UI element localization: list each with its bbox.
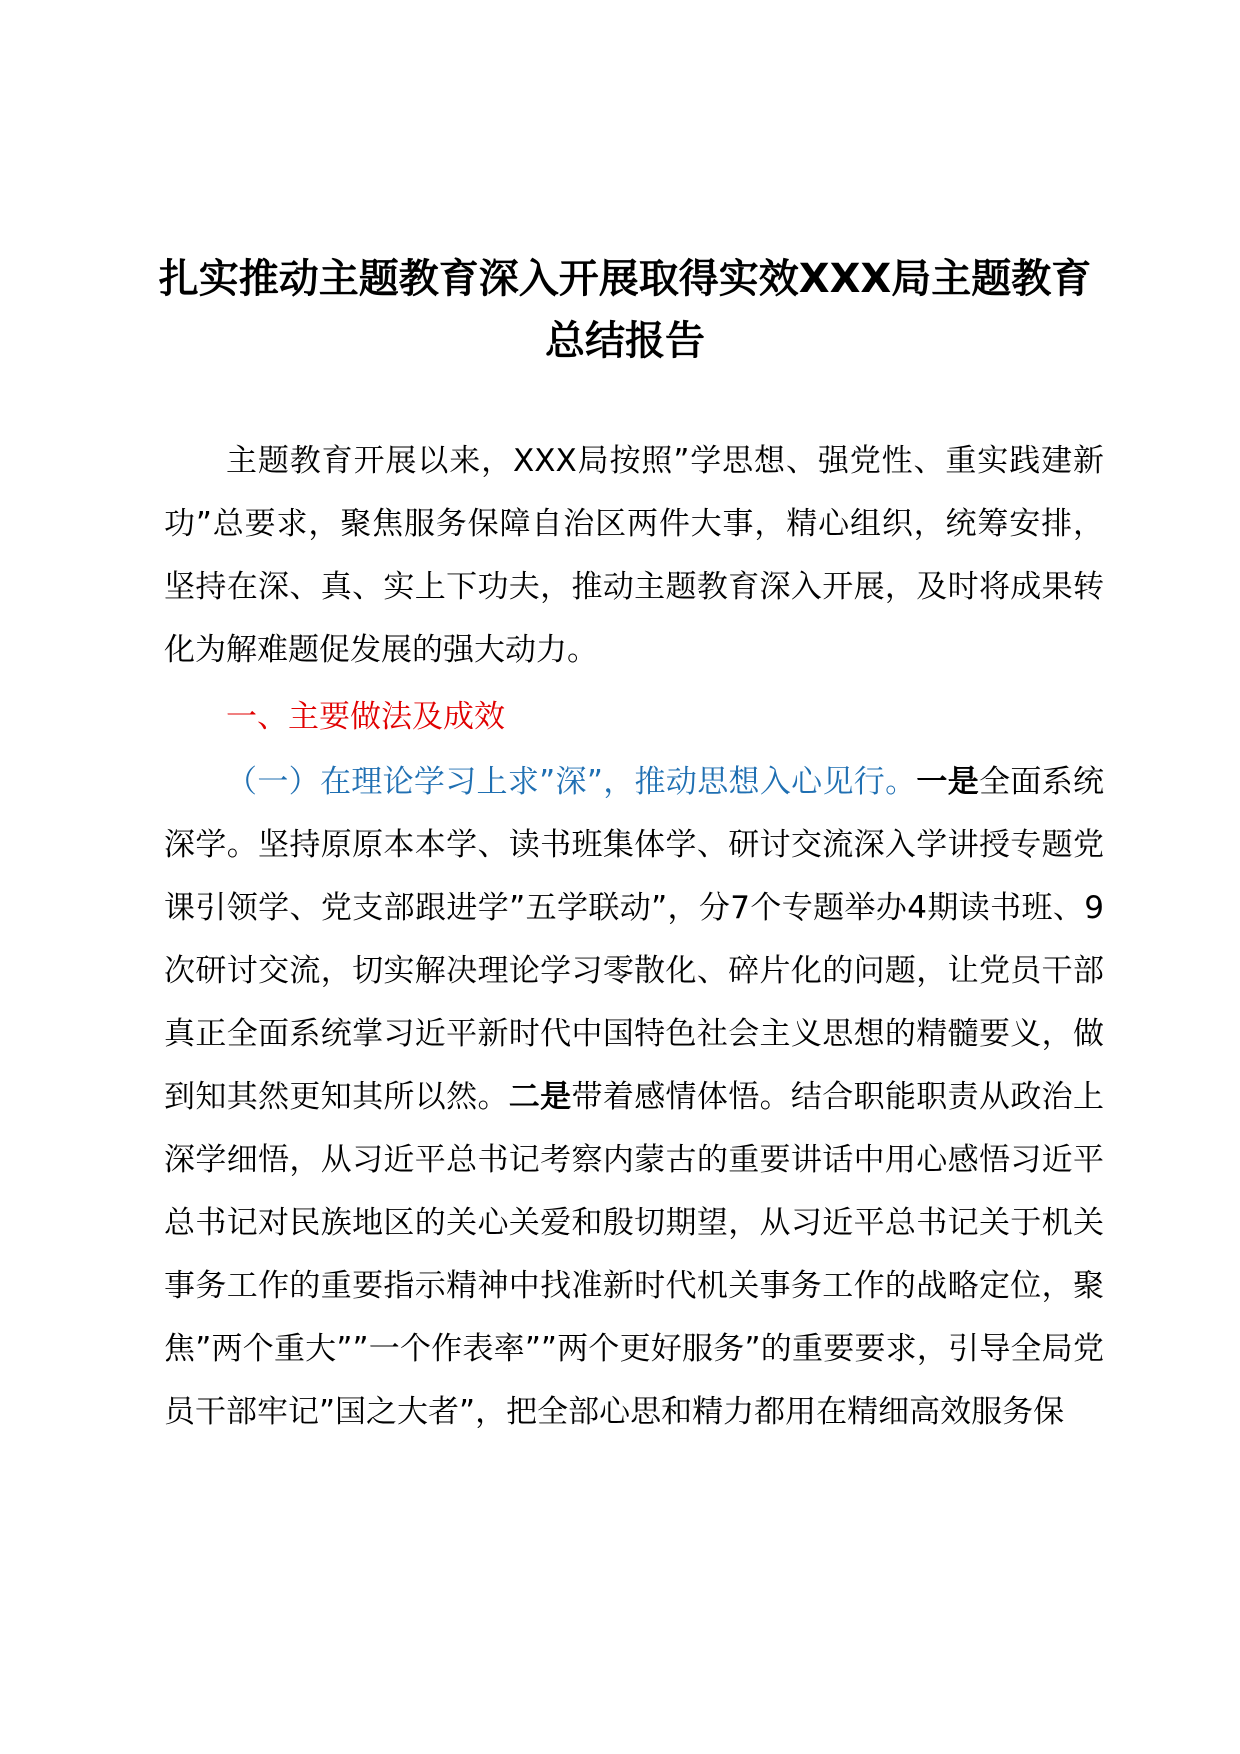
point-two-label: 二是	[508, 1079, 572, 1115]
point-two-text: 带着感情体悟。结合职能职责从政治上深学细悟，从习近平总书记考察内蒙古的重要讲话中用心感悟习近平总书记对民族地区的关心关爱和殷切期望，从习近平总书记关于机关事务工作的重要指示精神中找准新时代机关事务工作的战略定位，聚焦”两个重大””一个作表率””两个更好服务”的重要要求，引导全局党员干部牢记”国之大者”，把全部心思和精力都用在精细高效服务保	[164, 1079, 1105, 1430]
intro-paragraph: 主题教育开展以来，XXX局按照”学思想、强党性、重实践建新功”总要求，聚焦服务保障自治区两件大事，精心组织，统筹安排，坚持在深、真、实上下功夫，推动主题教育深入开展，及时将成果转化为解难题促发展的强大动力。	[164, 443, 1104, 668]
document-title: 扎实推动主题教育深入开展取得实效XXX局主题教育总结报告	[158, 256, 1092, 364]
section-heading: 一、主要做法及成效	[226, 699, 505, 735]
subsection-heading: （一）在理论学习上求”深”，推动思想入心见行。	[226, 764, 917, 800]
body-paragraph	[164, 751, 1104, 1444]
point-one-text: 全面系统深学。坚持原原本本学、读书班集体学、研讨交流深入学讲授专题党课引领学、党支部跟进学”五学联动”，分7个专题举办4期读书班、9次研讨交流，切实解决理论学习零散化、碎片化的问题，让党员干部真正全面系统掌习近平新时代中国特色社会主义思想的精髓要义，做到知其然更知其所以然。	[164, 764, 1105, 1115]
point-one-label: 一是	[916, 764, 980, 800]
